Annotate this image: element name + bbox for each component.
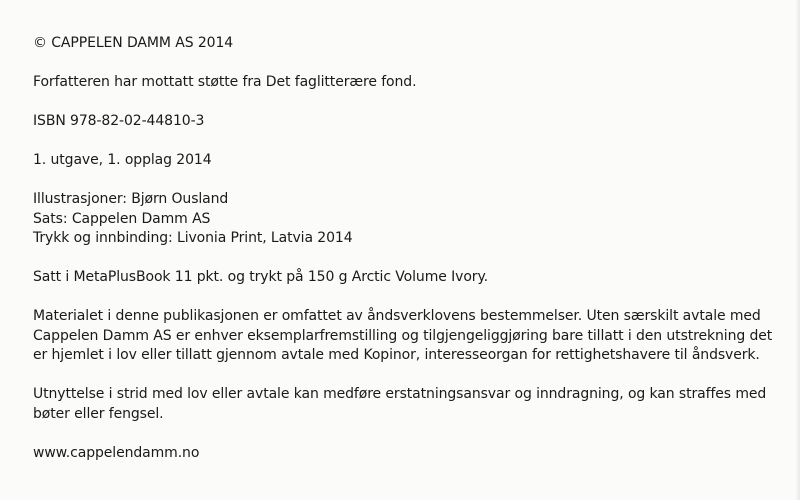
legal-line: Materialet i denne publikasjonen er omfattet av åndsverklovens bestemmelser. Uten særskilt avtale med bbox=[33, 308, 761, 324]
website-line: www.cappelendamm.no bbox=[33, 444, 200, 461]
support-line: Forfatteren har mottatt støtte fra Det faglitterære fond. bbox=[33, 74, 417, 90]
illustrations-credit: Illustrasjoner: Bjørn Ousland bbox=[33, 191, 229, 207]
legal-notice bbox=[33, 307, 773, 366]
legal-line: er hjemlet i lov eller tillatt gjennom avtale med Kopinor, interesseorgan for rettighetshavere til åndsverk. bbox=[33, 347, 760, 363]
page-edge bbox=[794, 0, 800, 500]
copyright-line: © CAPPELEN DAMM AS 2014 bbox=[33, 35, 234, 51]
isbn-line: ISBN 978-82-02-44810-3 bbox=[33, 113, 205, 129]
colophon-text bbox=[33, 34, 773, 483]
printing-credit: Trykk og innbinding: Livonia Print, Latvia 2014 bbox=[33, 230, 353, 246]
typography-line: Satt i MetaPlusBook 11 pkt. og trykt på 150 g Arctic Volume Ivory. bbox=[33, 269, 488, 285]
penalty-notice bbox=[33, 385, 773, 424]
penalty-line: bøter eller fengsel. bbox=[33, 405, 164, 422]
credits-block bbox=[33, 190, 773, 249]
edition-line: 1. utgave, 1. opplag 2014 bbox=[33, 152, 212, 168]
legal-line: Cappelen Damm AS er enhver eksemplarfremstilling og tilgjengeliggjøring bare tillatt i den utstrekning det bbox=[33, 327, 773, 344]
penalty-line: Utnyttelse i strid med lov eller avtale kan medføre erstatningsansvar og inndragning, og kan straffes med bbox=[33, 386, 767, 402]
typesetting-credit: Sats: Cappelen Damm AS bbox=[33, 210, 211, 227]
